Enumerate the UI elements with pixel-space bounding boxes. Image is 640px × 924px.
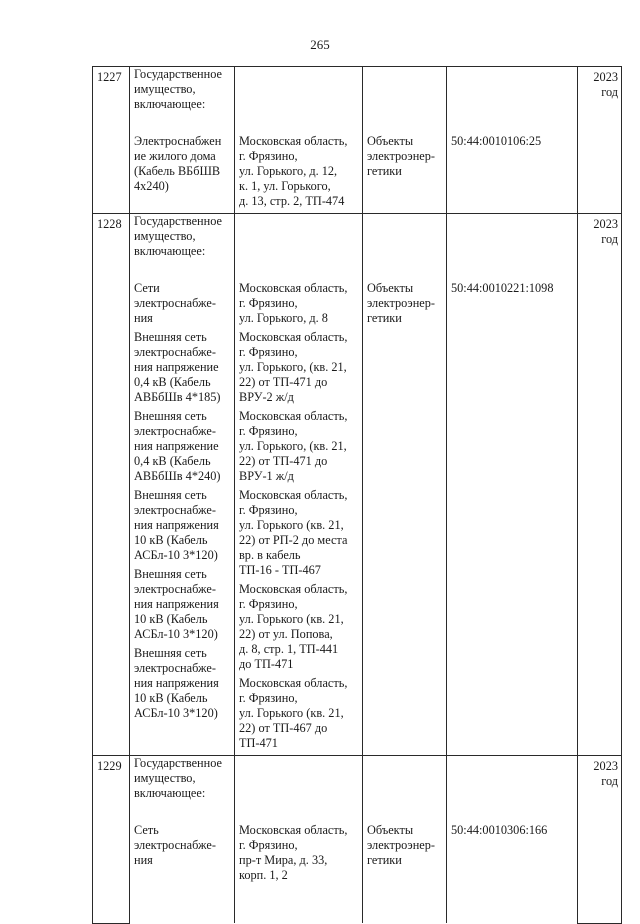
entry-title: Государственное имущество, включающее: [130,67,235,113]
entry-item-addresses [235,259,363,756]
entry-year: 2023 год [578,756,622,924]
item-address: Московская область, г. Фрязино, ул. Горького (кв. 21, 22) от ул. Попова, д. 8, стр. 1, ТП-441 до ТП-471 [239,582,348,671]
item-address: Московская область, г. Фрязино, ул. Горького (кв. 21, 22) от ТП-467 до ТП-471 [239,676,348,750]
entry-1229-content-row [93,801,622,883]
item-name: Внешняя сеть электроснабже- ния напряжение 0,4 кВ (Кабель АВБбШв 4*185) [134,330,221,404]
item-name: Внешняя сеть электроснабже- ния напряжение 0,4 кВ (Кабель АВБбШв 4*240) [134,409,221,483]
entry-item-names [130,112,235,214]
entry-title: Государственное имущество, включающее: [130,214,235,260]
item-name: Внешняя сеть электроснабже- ния напряжения 10 кВ (Кабель АСБл-10 3*120) [134,646,219,720]
item-name: Сеть электроснабже- ния [134,823,216,867]
item-address: Московская область, г. Фрязино, ул. Горького (кв. 21, 22) от РП-2 до места вр. в кабель ТП-16 - ТП-467 [239,488,348,577]
entry-number: 1227 [93,67,130,214]
property-register-table [92,66,622,924]
entry-year: 2023 год [578,67,622,214]
item-name: Электроснабжен ие жилого дома (Кабель ВБбШВ 4х240) [134,134,222,193]
entry-1227-header-row [93,67,622,113]
entry-1229-continuation-row [93,883,622,923]
item-address: Московская область, г. Фрязино, ул. Горького, (кв. 21, 22) от ТП-471 до ВРУ-2 ж/д [239,330,348,404]
entry-cadastral-number: 50:44:0010221:1098 [447,259,578,756]
page-number: 265 [310,37,330,52]
entry-object-type: Объекты электроэнер- гетики [363,259,447,756]
item-name: Сети электроснабже- ния [134,281,216,325]
item-address: Московская область, г. Фрязино, ул. Горького, д. 12, к. 1, ул. Горького, д. 13, стр. 2, ТП-474 [239,134,348,208]
item-name: Внешняя сеть электроснабже- ния напряжения 10 кВ (Кабель АСБл-10 3*120) [134,567,219,641]
entry-1227-content-row [93,112,622,214]
entry-cadastral-number: 50:44:0010106:25 [447,112,578,214]
entry-item-names [130,801,235,883]
entry-item-addresses [235,112,363,214]
entry-object-type: Объекты электроэнер- гетики [363,801,447,883]
item-address: Московская область, г. Фрязино, пр-т Мира, д. 33, корп. 1, 2 [239,823,348,882]
entry-title: Государственное имущество, включающее: [130,756,235,802]
entry-1228-content-row [93,259,622,756]
entry-item-names [130,259,235,756]
entry-1229-header-row [93,756,622,802]
item-address: Московская область, г. Фрязино, ул. Горького, д. 8 [239,281,348,325]
entry-number: 1229 [93,756,130,924]
entry-year: 2023 год [578,214,622,756]
entry-1228-header-row [93,214,622,260]
entry-object-type: Объекты электроэнер- гетики [363,112,447,214]
item-address: Московская область, г. Фрязино, ул. Горького, (кв. 21, 22) от ТП-471 до ВРУ-1 ж/д [239,409,348,483]
entry-item-addresses [235,801,363,883]
entry-number: 1228 [93,214,130,756]
entry-cadastral-number: 50:44:0010306:166 [447,801,578,883]
item-name: Внешняя сеть электроснабже- ния напряжения 10 кВ (Кабель АСБл-10 3*120) [134,488,219,562]
